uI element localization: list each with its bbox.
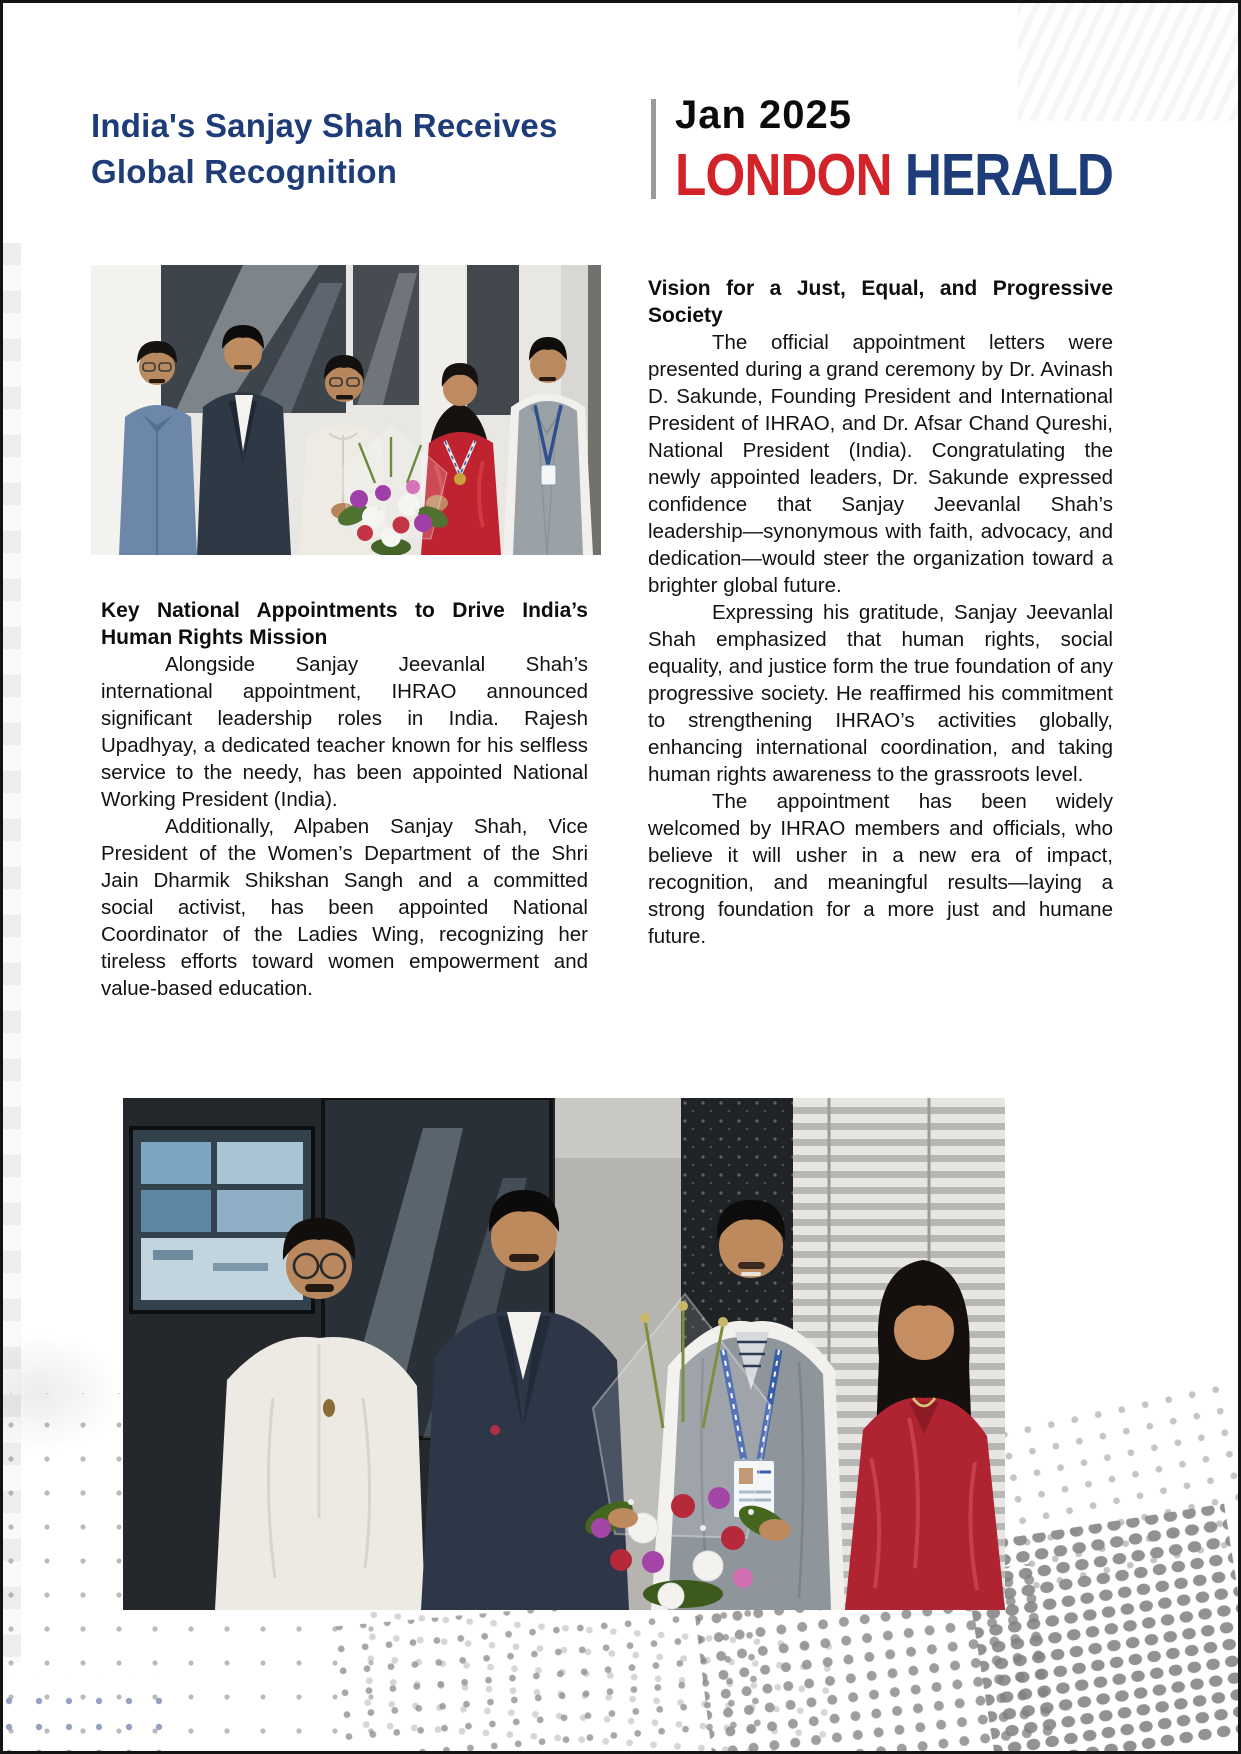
bottom-group-photo <box>123 1098 1005 1610</box>
top-group-photo <box>91 265 601 555</box>
article-title-line2: Global Recognition <box>91 153 398 190</box>
issue-date: Jan 2025 <box>675 93 853 137</box>
right-column-paragraph: Expressing his gratitude, Sanjay Jeevanlal Shah emphasized that human rights, social equality, and justice form the true foundation of any progressive society. He reaffirmed his commitment to strengthening IHRAO’s activities globally, enhancing international coordination, and taking human rights awareness to the grassroots level. <box>648 601 1113 786</box>
left-column-heading: Key National Appointments to Drive India’s Human Rights Mission <box>101 599 588 649</box>
right-column-heading: Vision for a Just, Equal, and Progressive Society <box>648 277 1113 327</box>
article-title <box>91 103 631 195</box>
bottom-photo-illustration <box>123 1098 1005 1610</box>
masthead-word-london: LONDON <box>675 142 892 209</box>
top-photo-illustration <box>91 265 601 555</box>
masthead <box>675 141 1113 209</box>
masthead-word-herald: HERALD <box>904 142 1113 209</box>
top-right-corner-texture <box>1018 3 1238 121</box>
article-title-line1: India's Sanjay Shah Receives <box>91 107 558 144</box>
left-column-paragraph: Alongside Sanjay Jeevanlal Shah’s international appointment, IHRAO announced significant leadership roles in India. Rajesh Upadhyay, a dedicated teacher known for his selfless service to the needy, has been appointed National Working President (India). <box>101 653 588 811</box>
left-column-paragraph: Additionally, Alpaben Sanjay Shah, Vice President of the Women’s Department of the Shri Jain Dharmik Shikshan Sangh and a committed social activist, has been appointed National Coordinator of the Ladies Wing, recognizing her tireless efforts toward women empowerment and value-based education. <box>101 815 588 1000</box>
header-divider <box>651 99 656 199</box>
right-column <box>648 275 1113 950</box>
left-column <box>101 597 588 1002</box>
right-column-paragraph: The official appointment letters were presented during a grand ceremony by Dr. Avinash D. Sakunde, Founding President and International President of IHRAO, and Dr. Afsar Chand Qureshi, National President (India). Congratulating the newly appointed leaders, Dr. Sakunde expressed confidence that Sanjay Jeevanlal Shah’s leadership—synonymous with faith, advocacy, and dedication—would steer the organization toward a brighter global future. <box>648 331 1113 597</box>
right-column-paragraph: The appointment has been widely welcomed by IHRAO members and officials, who believe it will usher in a new era of impact, recognition, and meaningful results—laying a strong foundation for a more just and humane future. <box>648 790 1113 948</box>
